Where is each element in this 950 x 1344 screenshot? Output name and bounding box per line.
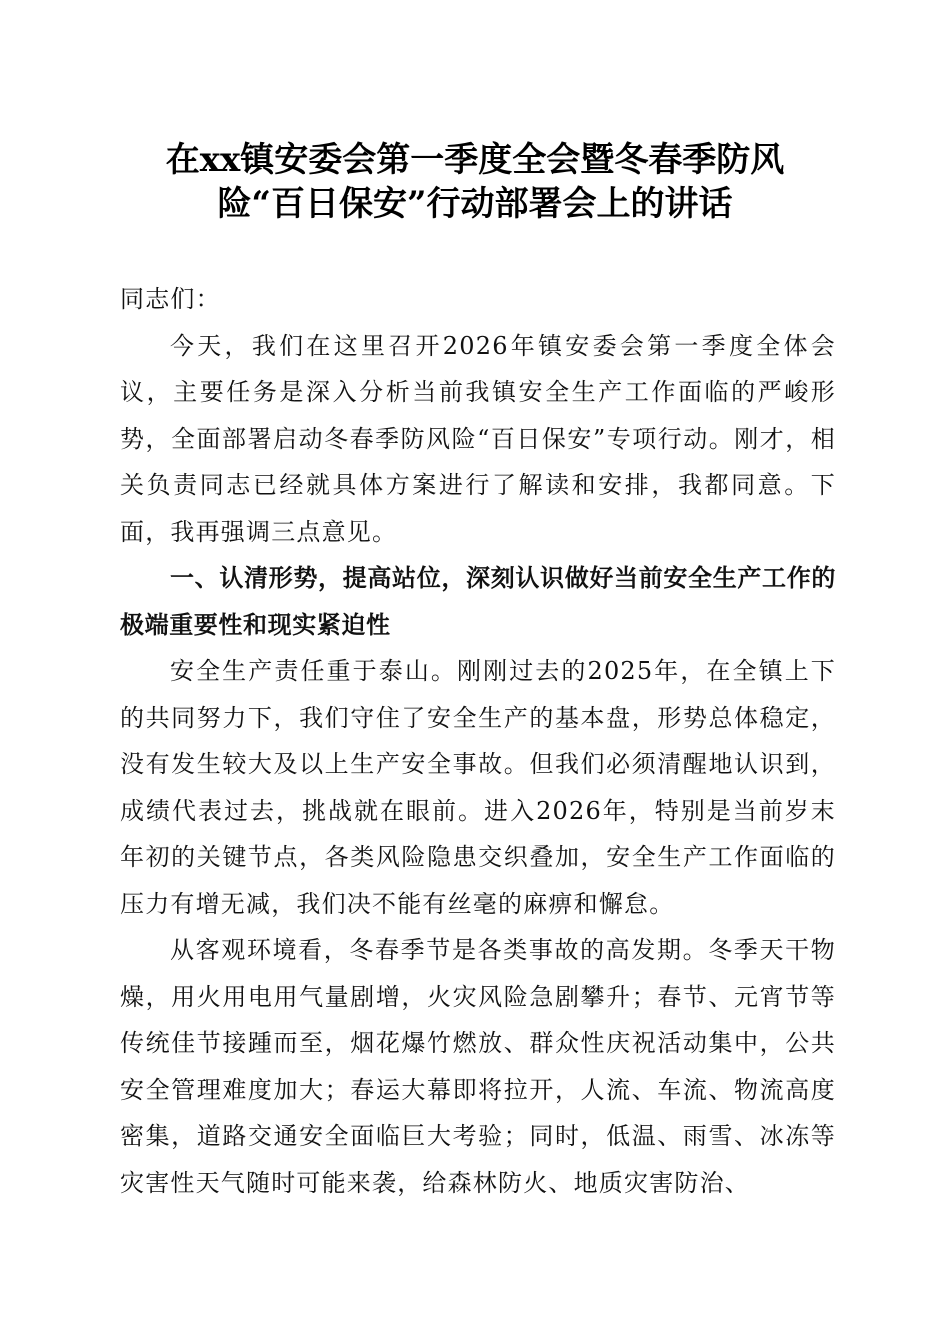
paragraph-safety-responsibility: 安全生产责任重于泰山。刚刚过去的2025年，在全镇上下的共同努力下，我们守住了安全生产的基本盘，形势总体稳定，没有发生较大及以上生产安全事故。但我们必须清醒地认识到，成绩代表过去，挑战就在眼前。进入2026年，特别是当前岁末年初的关键节点，各类风险隐患交织叠加，安全生产工作面临的压力有增无减，我们决不能有丝毫的麻痹和懈怠。 — [120, 657, 836, 918]
document-body — [120, 276, 836, 1206]
document-title-line-1: 在xx镇安委会第一季度全会暨冬春季防风 — [165, 140, 785, 180]
paragraph-intro: 今天，我们在这里召开2026年镇安委会第一季度全体会议，主要任务是深入分析当前我镇安全生产工作面临的严峻形势，全面部署启动冬春季防风险“百日保安”专项行动。刚才，相关负责同志已经就具体方案进行了解读和安排，我都同意。下面，我再强调三点意见。 — [120, 331, 836, 546]
section-heading-1: 一、认清形势，提高站位，深刻认识做好当前安全生产工作的极端重要性和现实紧迫性 — [120, 564, 836, 639]
paragraph-objective-environment: 从客观环境看，冬春季节是各类事故的高发期。冬季天干物燥，用火用电用气量剧增，火灾风险急剧攀升；春节、元宵节等传统佳节接踵而至，烟花爆竹燃放、群众性庆祝活动集中，公共安全管理难度加大；春运大幕即将拉开，人流、车流、物流高度密集，道路交通安全面临巨大考验；同时，低温、雨雪、冰冻等灾害性天气随时可能来袭，给森林防火、地质灾害防治、 — [120, 936, 836, 1197]
salutation: 同志们： — [120, 285, 221, 313]
document-title-line-2: 险“百日保安”行动部署会上的讲话 — [217, 184, 733, 224]
